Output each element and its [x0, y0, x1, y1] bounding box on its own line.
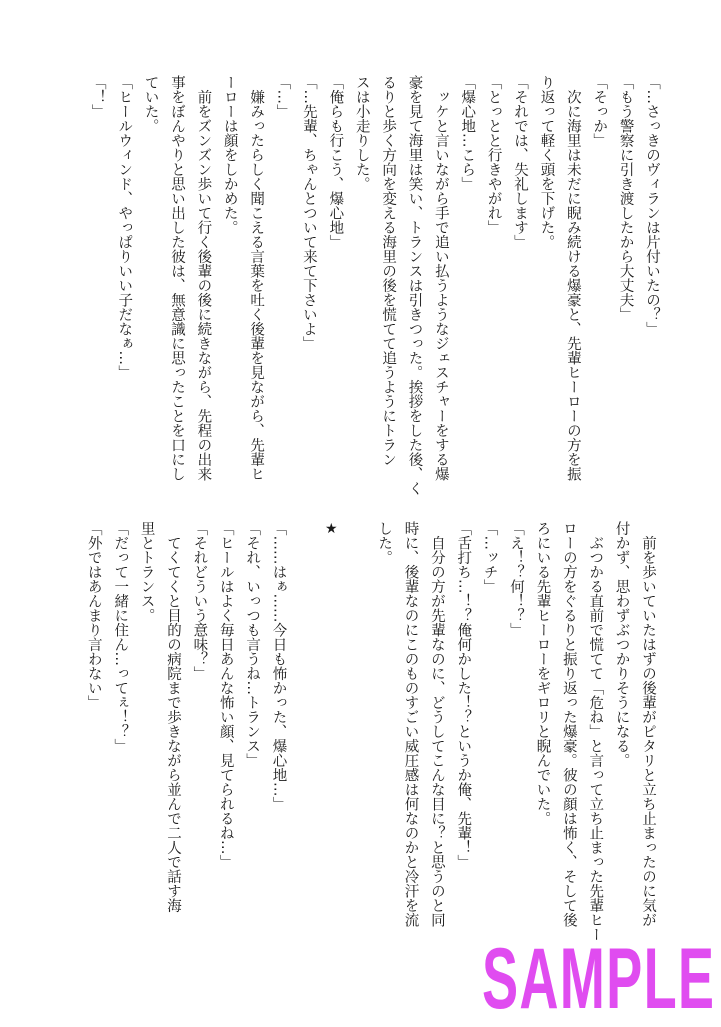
- text-column: 「…先輩、ちゃんとついて来て下さいよ」: [300, 75, 317, 351]
- scene-break-star-icon: ★: [323, 521, 340, 537]
- text-column: 里とトランス。: [138, 521, 155, 623]
- text-column: 「それ、いっつも言うね…トランス」: [244, 521, 261, 768]
- text-column: 時に、後輩なのにこのものすごい威圧感は何なのかと冷汗を流: [402, 521, 419, 927]
- text-column: り返って軽く頭を下げた。: [538, 75, 555, 249]
- lower-text-block: [80, 521, 661, 942]
- text-column: てくてくと目的の病院まで歩きながら並んで二人で話す海: [164, 521, 181, 913]
- blank-column: [292, 521, 318, 933]
- text-column: 豪を見て海里は笑い、トランスは引きつった。挨拶をした後、く: [406, 75, 423, 496]
- text-column: 前を歩いていたはずの後輩がピタリと立ち止まったのに気が: [640, 521, 656, 927]
- text-column: 「！」: [89, 75, 106, 119]
- upper-text-block: [84, 75, 665, 496]
- text-column: 「だって一緒に住ん…ってぇ！？」: [112, 521, 129, 753]
- text-column: 「そっか」: [591, 75, 608, 148]
- text-column: 「…さっきのヴィランは片付いたの？」: [644, 75, 660, 336]
- text-column: 「それでは、失礼します」: [512, 75, 529, 249]
- text-column: ローの方をぐるりと振り返った爆豪。彼の顔は怖く、そして後: [560, 521, 577, 927]
- text-column: 自分の方が先輩なのに、どうしてこんな目に？と思うのと同: [428, 521, 445, 927]
- text-column: ぶつかる直前で慌てて「危ね」と言って立ち止まった先輩ヒー: [587, 521, 604, 942]
- text-column: した。: [376, 521, 393, 565]
- text-column: 前をズンズン歩いて行く後輩の後に続きながら、先程の出来: [195, 75, 212, 481]
- sample-watermark: SAMPLE: [482, 931, 716, 1027]
- text-column: 「爆心地…こら」: [459, 75, 476, 191]
- text-column: 付かず、思わずぶつかりそうになる。: [613, 521, 630, 768]
- text-column: ろにいる先輩ヒーローをギロリと睨んでいた。: [534, 521, 551, 826]
- text-column: 「舌打ち…！？俺何かした！？というか俺、先輩！」: [455, 521, 472, 869]
- text-column: 「俺らも行こう、爆心地」: [327, 75, 344, 249]
- text-column: 次に海里は未だに睨み続ける爆豪と、先輩ヒーローの方を振: [564, 75, 581, 481]
- text-column: 「外ではあんまり言わない」: [85, 521, 102, 710]
- text-column: ーローは顔をしかめた。: [221, 75, 238, 235]
- text-column: 「とっとと行きやがれ」: [485, 75, 502, 235]
- blank-column: [344, 521, 370, 933]
- text-column: ッケと言いながら手で追い払うようなジェスチャーをする爆: [432, 75, 449, 481]
- text-column: るりと歩く方向を変える海里の後を慌てて追うようにトラン: [380, 75, 397, 467]
- text-column: 事をぼんやりと思い出した彼は、無意識に思ったことを口にし: [168, 75, 185, 481]
- text-column: 「それどういう意味？」: [191, 521, 208, 681]
- text-column: 「ヒールはよく毎日あんな怖い顔、見てられるね…」: [217, 521, 234, 869]
- text-column: 「…」: [274, 75, 291, 119]
- text-column: 「…ッチ」: [481, 521, 498, 594]
- text-column: スは小走りした。: [353, 75, 370, 191]
- text-column: 嫌みったらしく聞こえる言葉を吐く後輩を見ながら、先輩ヒ: [248, 75, 265, 481]
- text-column: 「……はぁ……今日も怖かった、爆心地…」: [270, 521, 287, 811]
- text-column: 「もう警察に引き渡したから大丈夫」: [617, 75, 634, 322]
- text-column: 「ヒールウィンド、やっぱりいい子だなぁ…」: [116, 75, 133, 380]
- text-column: 「え！？何！？」: [508, 521, 525, 637]
- text-column: ていた。: [142, 75, 159, 133]
